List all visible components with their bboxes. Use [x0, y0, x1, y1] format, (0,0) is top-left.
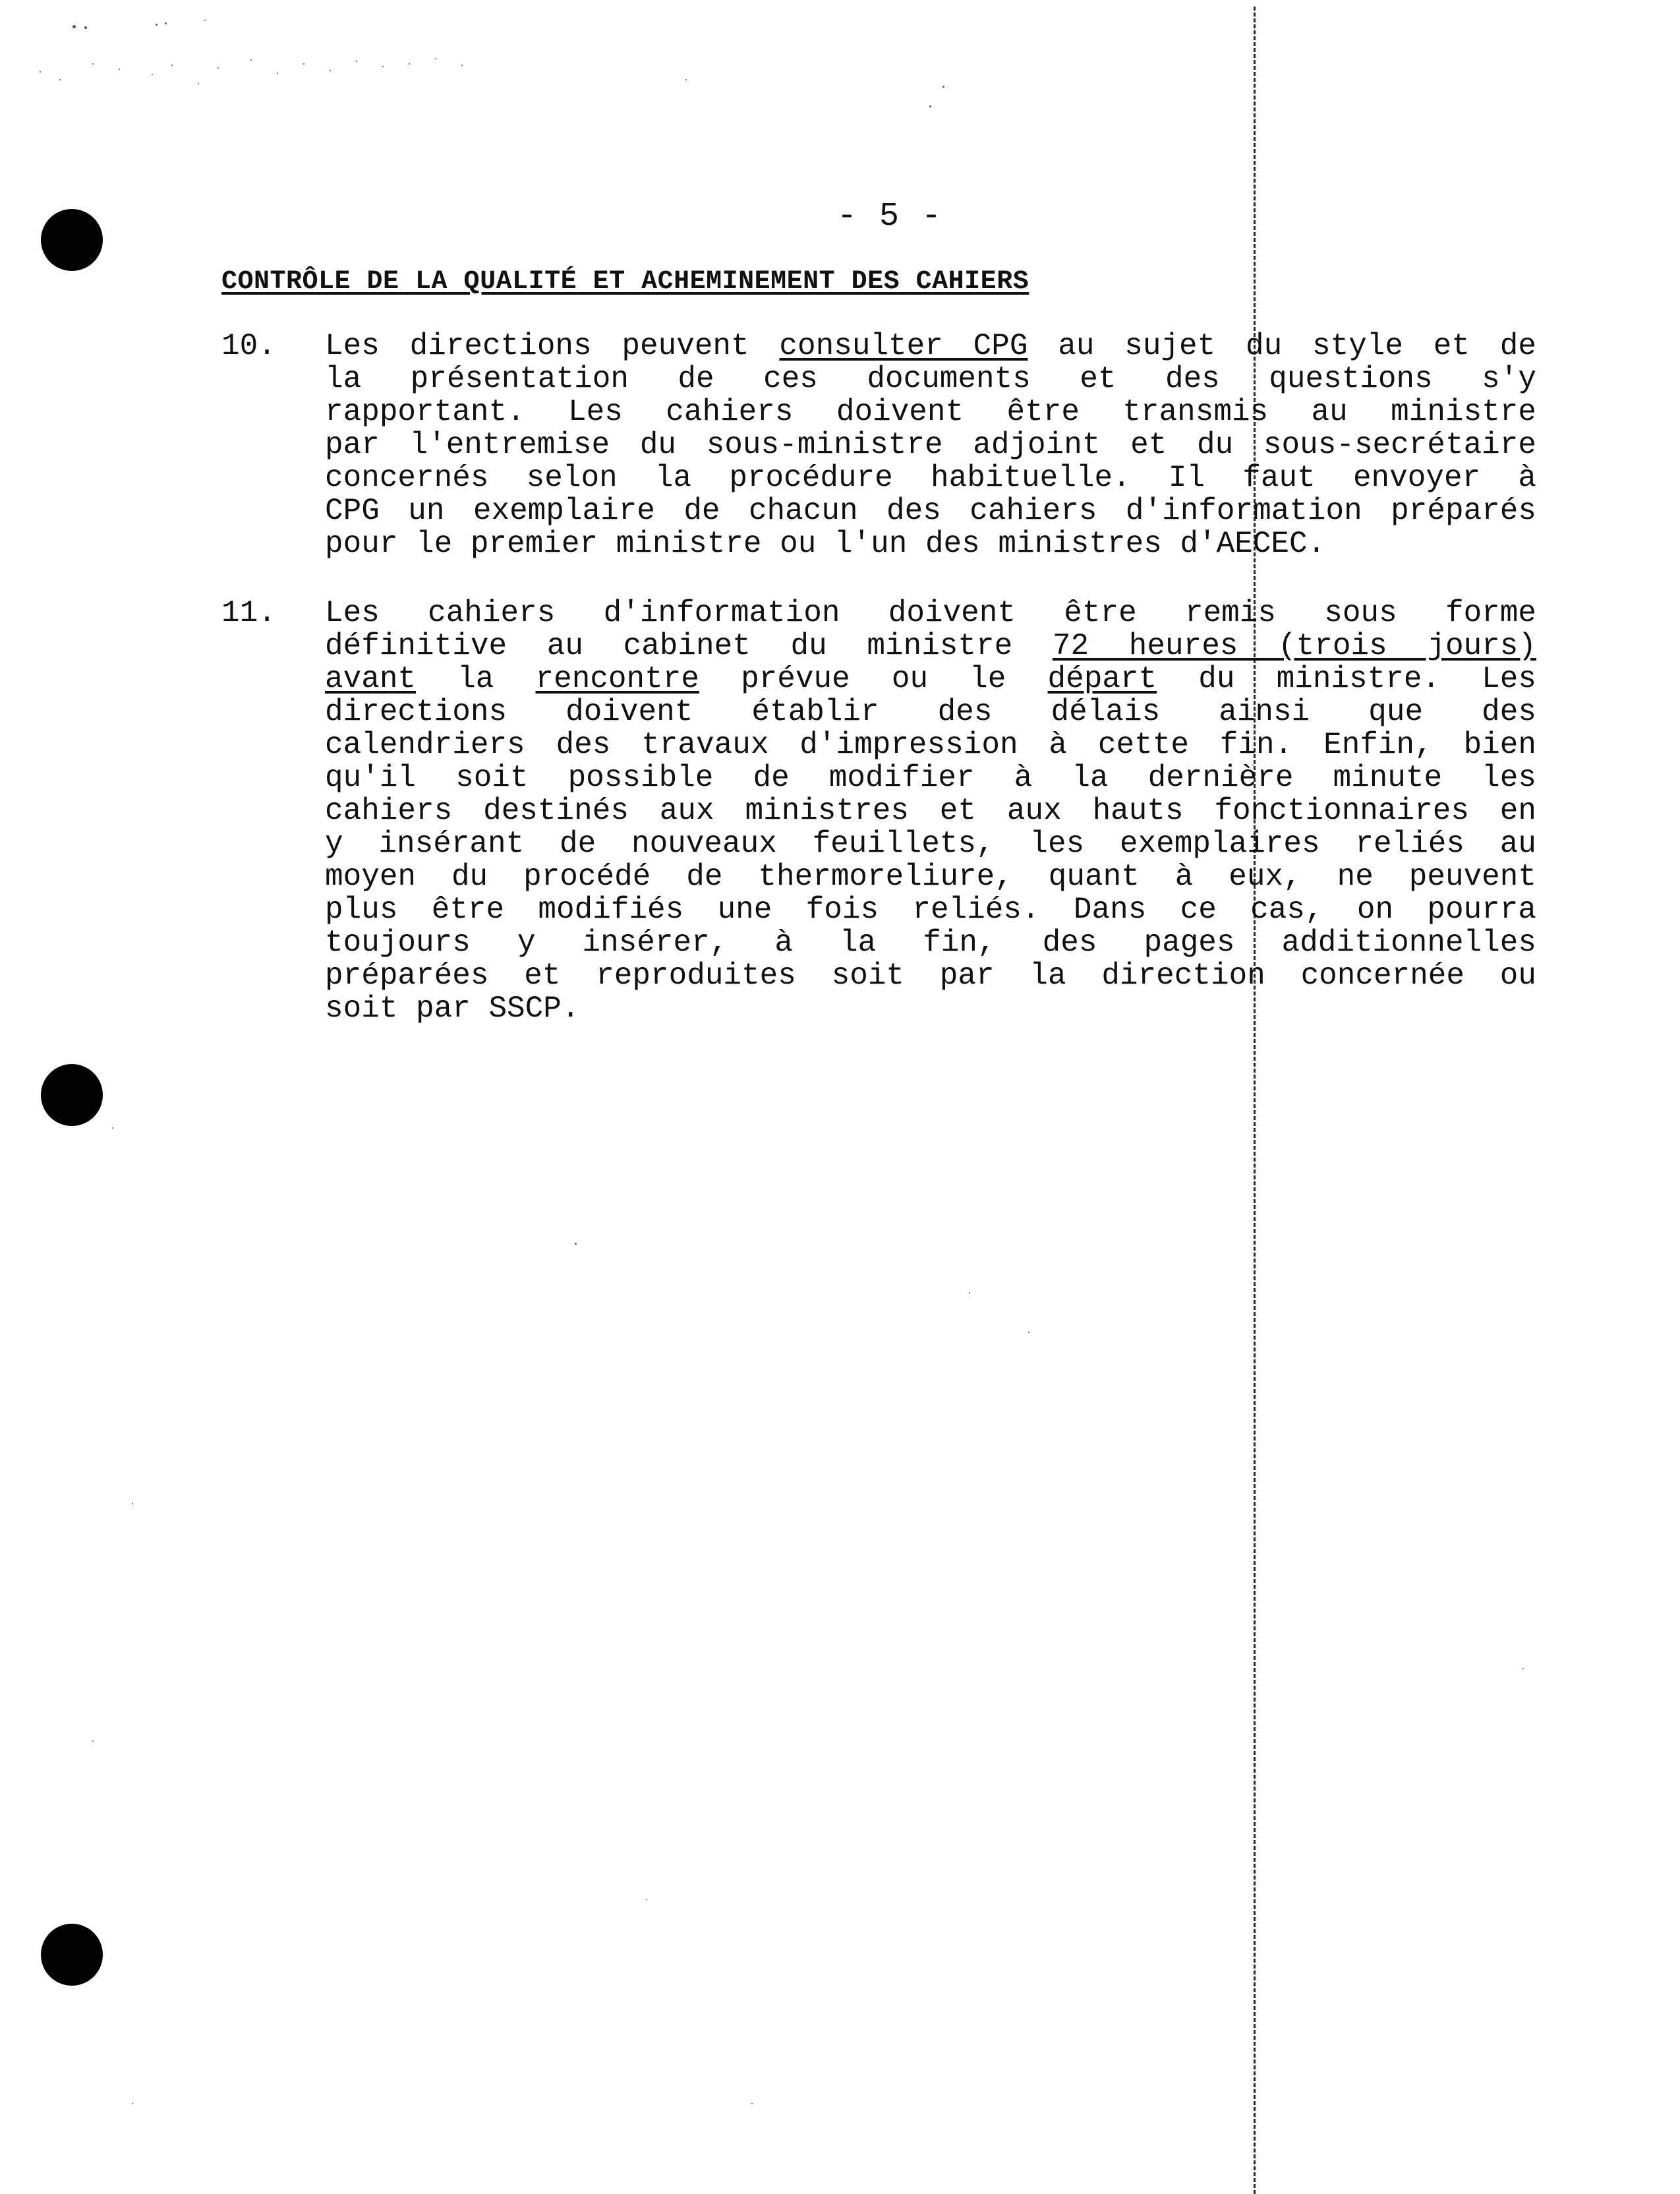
text-line: plus être modifiés une fois reliés. Dans ce cas, on pourra — [325, 893, 1536, 927]
page-number: - 5 - — [836, 198, 943, 235]
text-line: avant la rencontre prévue ou le départ du ministre. Les — [325, 662, 1537, 696]
scan-speck — [132, 2103, 133, 2104]
paragraph-number: 11. — [221, 596, 276, 630]
scan-speck — [382, 66, 384, 67]
text-line: définitive au cabinet du ministre 72 heures (trois jours) — [325, 629, 1536, 663]
text-line: toujours y insérer, à la fin, des pages additionnelles — [325, 926, 1536, 960]
text-line: soit par SSCP. — [325, 992, 580, 1026]
text-line: Les cahiers d'information doivent être remis sous forme — [325, 596, 1536, 630]
underlined-text: consulter CPG — [779, 329, 1028, 363]
text-line: qu'il soit possible de modifier à la dernière minute les — [325, 761, 1536, 795]
scan-speck — [152, 74, 153, 75]
scan-speck — [198, 83, 199, 84]
underlined-text: départ — [1047, 662, 1157, 696]
text-line: CPG un exemplaire de chacun des cahiers d'information préparés — [325, 494, 1536, 528]
scan-speck — [277, 73, 278, 74]
scan-speck — [303, 63, 304, 65]
text-line: pour le premier ministre ou l'un des ministres d'AECEC. — [325, 527, 1326, 561]
scan-speck — [356, 61, 357, 62]
text-line: rapportant. Les cahiers doivent être transmis au ministre — [325, 395, 1536, 429]
text-line: y insérant de nouveaux feuillets, les exemplaires reliés au — [325, 827, 1536, 861]
section-title: CONTRÔLE DE LA QUALITÉ ET ACHEMINEMENT DES CAHIERS — [221, 267, 1029, 297]
paragraph-body — [325, 597, 1536, 1025]
paragraph-body — [325, 330, 1536, 560]
scan-speck — [575, 1243, 577, 1245]
underlined-text: 72 heures (trois jours) — [1052, 629, 1536, 663]
scan-speck — [929, 105, 931, 107]
scan-speck — [942, 86, 944, 88]
scan-speck — [751, 2103, 753, 2104]
scan-speck — [40, 71, 41, 73]
scan-speck — [112, 1127, 113, 1129]
scan-speck — [119, 69, 120, 70]
scan-speck — [204, 20, 206, 21]
underlined-text: avant — [325, 662, 417, 696]
scan-speck — [409, 63, 410, 65]
text-line: Les directions peuvent consulter CPG au sujet du style et de — [325, 329, 1536, 363]
scan-speck — [84, 26, 87, 29]
scan-speck — [1522, 1668, 1524, 1669]
punch-hole — [41, 1064, 103, 1126]
scan-speck — [171, 65, 173, 66]
scan-speck — [59, 79, 61, 80]
scan-speck — [969, 1292, 970, 1293]
underlined-text: rencontre — [535, 662, 699, 696]
text-line: préparées et reproduites soit par la direction concernée ou — [325, 959, 1536, 993]
scan-speck — [1028, 1332, 1029, 1333]
scan-speck — [165, 22, 167, 24]
scan-speck — [250, 59, 252, 61]
scan-speck — [72, 25, 76, 28]
text-line: la présentation de ces documents et des questions s'y — [325, 362, 1536, 396]
scan-speck — [92, 1740, 94, 1742]
punch-hole — [41, 1924, 103, 1986]
scan-speck — [132, 1503, 133, 1504]
text-line: cahiers destinés aux ministres et aux hauts fonctionnaires en — [325, 794, 1536, 828]
scan-speck — [330, 70, 331, 71]
text-line: calendriers des travaux d'impression à cette fin. Enfin, bien — [325, 728, 1536, 762]
scan-speck — [92, 63, 94, 65]
text-line: par l'entremise du sous-ministre adjoint et du sous-secrétaire — [325, 428, 1536, 462]
scan-speck — [646, 1899, 647, 1900]
scan-speck — [217, 67, 219, 69]
paragraph-number: 10. — [221, 329, 276, 363]
text-line: directions doivent établir des délais ainsi que des — [325, 695, 1536, 729]
text-line: moyen du procédé de thermoreliure, quant à eux, ne peuvent — [325, 860, 1536, 894]
text-line: concernés selon la procédure habituelle. Il faut envoyer à — [325, 461, 1536, 495]
scan-speck — [156, 24, 158, 26]
scan-speck — [461, 65, 463, 66]
scan-speck — [435, 58, 436, 59]
punch-hole — [41, 209, 103, 271]
scan-speck — [685, 79, 687, 80]
